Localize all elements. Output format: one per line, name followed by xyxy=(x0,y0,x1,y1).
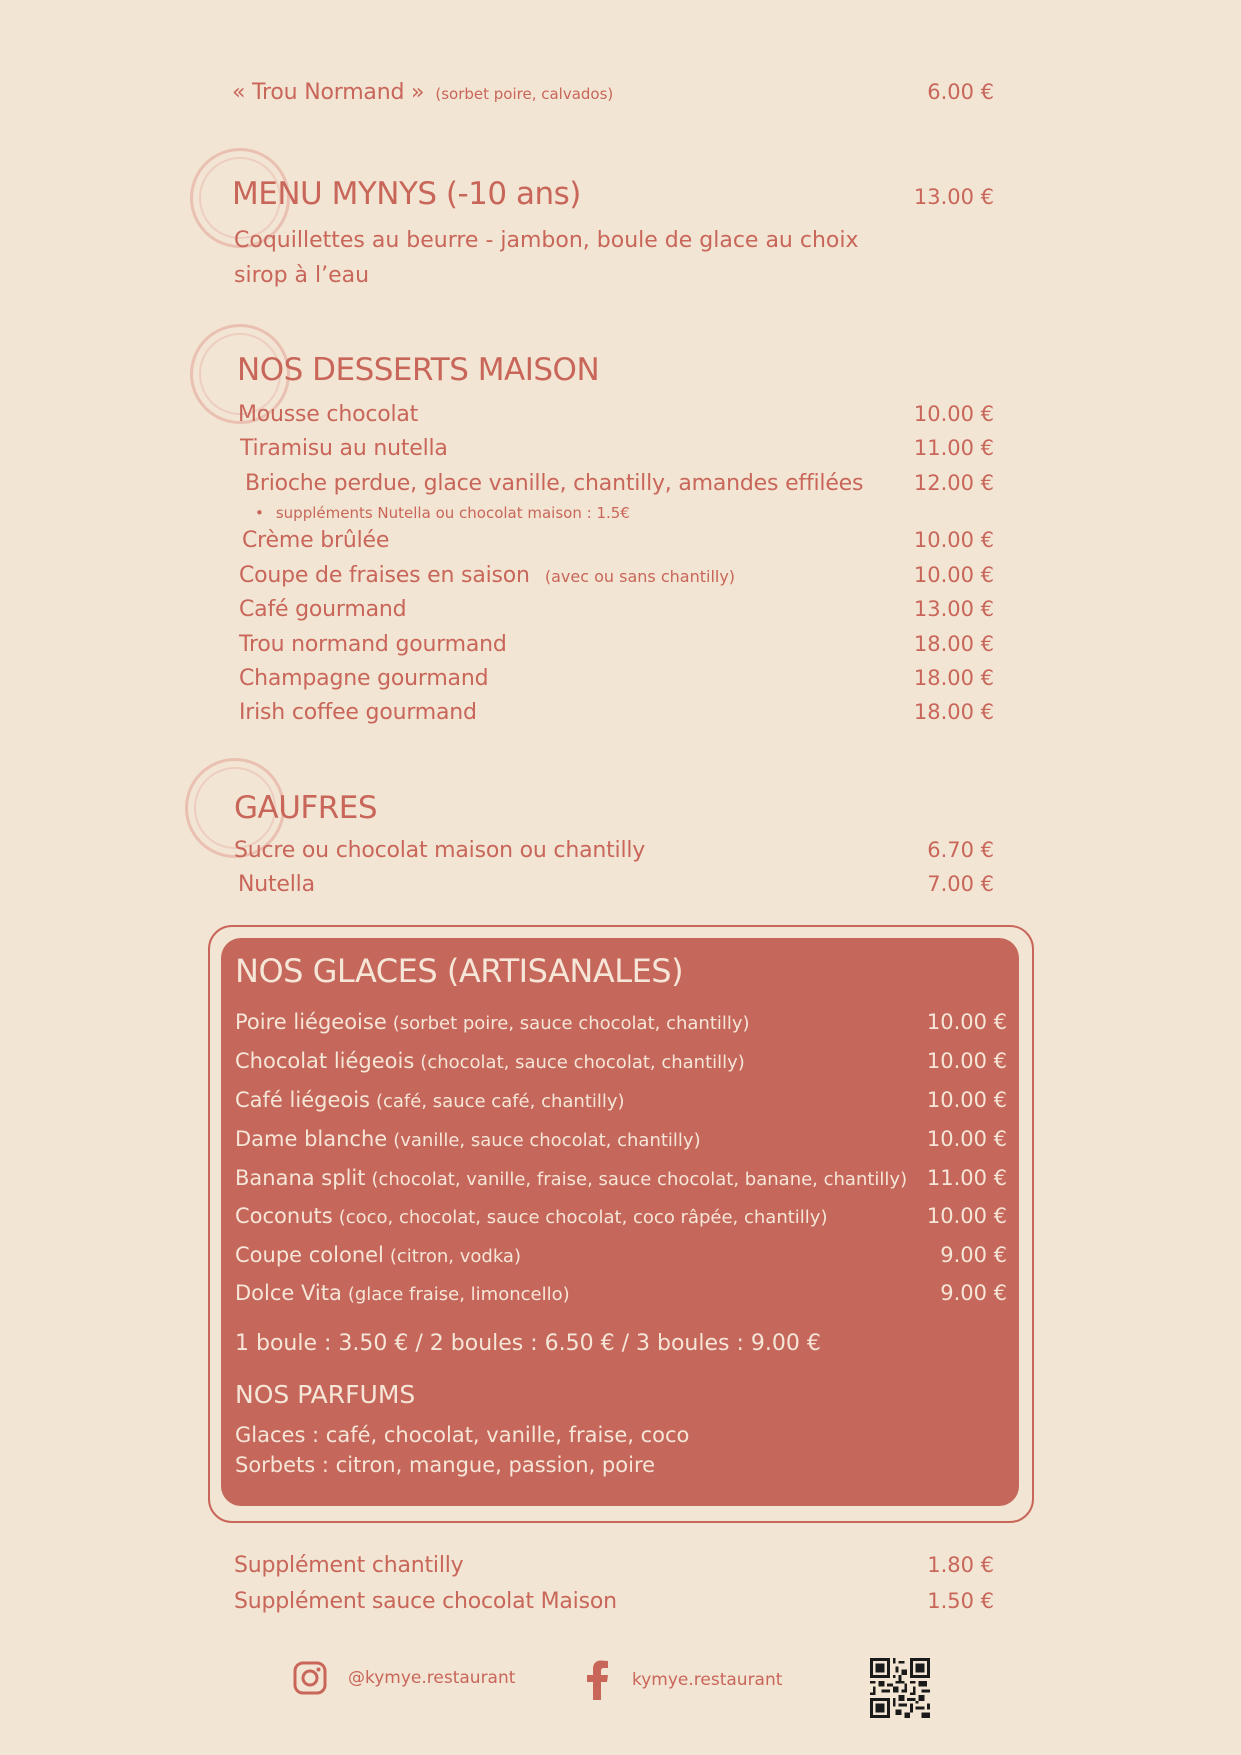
item-desc: (vanille, sauce chocolat, chantilly) xyxy=(393,1130,701,1151)
item-name: Chocolat liégeois xyxy=(235,1049,415,1073)
item-price: 10.00 € xyxy=(926,1010,1007,1034)
parfums-sorbets: Sorbets : citron, mangue, passion, poire xyxy=(235,1453,656,1477)
menu-item xyxy=(235,1088,1007,1112)
item-name: Nutella xyxy=(238,872,315,897)
item-price: 6.70 € xyxy=(927,838,994,862)
menu-item xyxy=(239,666,994,691)
section-title: MENU MYNYS (-10 ans) xyxy=(232,176,581,212)
menu-item xyxy=(240,436,994,461)
menu-item xyxy=(235,1204,1007,1228)
item-desc: (chocolat, vanille, fraise, sauce chocolat, banane, chantilly) xyxy=(371,1169,908,1190)
item-name: Supplément chantilly xyxy=(234,1553,464,1578)
item-price: 18.00 € xyxy=(913,700,994,724)
menu-item xyxy=(239,563,994,588)
item-name: « Trou Normand » xyxy=(232,80,425,105)
menu-item xyxy=(235,1166,1007,1190)
section-title: NOS DESSERTS MAISON xyxy=(237,352,600,388)
menu-item xyxy=(239,597,994,622)
item-price: 9.00 € xyxy=(940,1281,1007,1305)
item-price: 18.00 € xyxy=(913,666,994,690)
item-price: 11.00 € xyxy=(913,436,994,460)
item-name: Supplément sauce chocolat Maison xyxy=(234,1589,617,1614)
menu-item xyxy=(235,1243,1007,1267)
item-price: 11.00 € xyxy=(926,1166,1007,1190)
item-name: Sucre ou chocolat maison ou chantilly xyxy=(234,838,646,863)
parfums-title: NOS PARFUMS xyxy=(235,1380,416,1409)
menu-item xyxy=(242,528,994,553)
menu-item xyxy=(245,471,994,496)
item-name: Poire liégeoise xyxy=(235,1010,387,1034)
item-desc: (sorbet poire, sauce chocolat, chantilly) xyxy=(392,1013,750,1034)
menu-mynys-line-2: sirop à l’eau xyxy=(234,263,370,288)
item-price: 9.00 € xyxy=(940,1243,1007,1267)
menu-mynys-line-1: Coquillettes au beurre - jambon, boule de glace au choix xyxy=(234,228,859,253)
facebook-handle: kymye.restaurant xyxy=(632,1670,783,1690)
item-name: Tiramisu au nutella xyxy=(240,436,448,461)
menu-item xyxy=(235,1127,1007,1151)
item-price: 10.00 € xyxy=(913,563,994,587)
item-name: Coconuts xyxy=(235,1204,333,1228)
menu-item xyxy=(235,1049,1007,1073)
item-desc: (glace fraise, limoncello) xyxy=(347,1284,570,1305)
item-name: Champagne gourmand xyxy=(239,666,489,691)
glaces-box xyxy=(221,938,1019,1506)
item-name: Coupe colonel xyxy=(235,1243,384,1267)
supplement-item xyxy=(234,1553,994,1578)
section-title: NOS GLACES (ARTISANALES) xyxy=(235,952,684,990)
menu-item xyxy=(235,1281,1007,1305)
instagram-link[interactable] xyxy=(292,1660,515,1696)
item-name: Irish coffee gourmand xyxy=(239,700,477,725)
item-price: 18.00 € xyxy=(913,632,994,656)
boules-pricing: 1 boule : 3.50 € / 2 boules : 6.50 € / 3 boules : 9.00 € xyxy=(235,1331,821,1356)
item-name: Café gourmand xyxy=(239,597,407,622)
item-price: 10.00 € xyxy=(926,1088,1007,1112)
item-price: 1.80 € xyxy=(927,1553,994,1577)
facebook-icon xyxy=(584,1660,612,1700)
menu-item xyxy=(238,402,994,427)
supplement-note: • suppléments Nutella ou chocolat maison : 1.5€ xyxy=(255,504,630,522)
item-desc: (citron, vodka) xyxy=(389,1246,521,1267)
instagram-handle: @kymye.restaurant xyxy=(348,1668,516,1688)
item-name: Trou normand gourmand xyxy=(239,632,507,657)
item-name: Mousse chocolat xyxy=(238,402,419,427)
item-price: 13.00 € xyxy=(913,185,994,209)
item-price: 10.00 € xyxy=(913,528,994,552)
item-name: Dolce Vita xyxy=(235,1281,342,1305)
item-name: Crème brûlée xyxy=(242,528,390,553)
supplement-item xyxy=(234,1589,994,1614)
item-price: 6.00 € xyxy=(927,80,994,104)
item-price: 1.50 € xyxy=(927,1589,994,1613)
menu-item xyxy=(239,632,994,657)
item-price: 7.00 € xyxy=(927,872,994,896)
item-desc: (sorbet poire, calvados) xyxy=(435,85,614,103)
qr-code-icon[interactable] xyxy=(870,1658,930,1718)
menu-item xyxy=(234,838,994,863)
item-price: 10.00 € xyxy=(926,1204,1007,1228)
item-desc: (avec ou sans chantilly) xyxy=(544,567,736,586)
menu-item-trou-normand xyxy=(232,80,994,105)
instagram-icon xyxy=(292,1660,328,1696)
item-price: 10.00 € xyxy=(913,402,994,426)
item-price: 10.00 € xyxy=(926,1049,1007,1073)
item-desc: (café, sauce café, chantilly) xyxy=(375,1091,625,1112)
item-price: 13.00 € xyxy=(913,597,994,621)
item-price: 10.00 € xyxy=(926,1127,1007,1151)
section-title: GAUFRES xyxy=(234,790,378,826)
menu-mynys-header xyxy=(232,176,994,212)
facebook-link[interactable] xyxy=(584,1660,782,1700)
menu-item xyxy=(239,700,994,725)
menu-item xyxy=(238,872,994,897)
item-desc: (chocolat, sauce chocolat, chantilly) xyxy=(420,1052,745,1073)
item-desc: (coco, chocolat, sauce chocolat, coco râpée, chantilly) xyxy=(338,1207,828,1228)
parfums-glaces: Glaces : café, chocolat, vanille, fraise, coco xyxy=(235,1423,690,1447)
item-name: Coupe de fraises en saison xyxy=(239,563,530,588)
menu-item xyxy=(235,1010,1007,1034)
item-name: Banana split xyxy=(235,1166,366,1190)
item-name: Café liégeois xyxy=(235,1088,370,1112)
item-name: Dame blanche xyxy=(235,1127,388,1151)
item-name: Brioche perdue, glace vanille, chantilly, amandes effilées xyxy=(245,471,864,496)
item-price: 12.00 € xyxy=(913,471,994,495)
